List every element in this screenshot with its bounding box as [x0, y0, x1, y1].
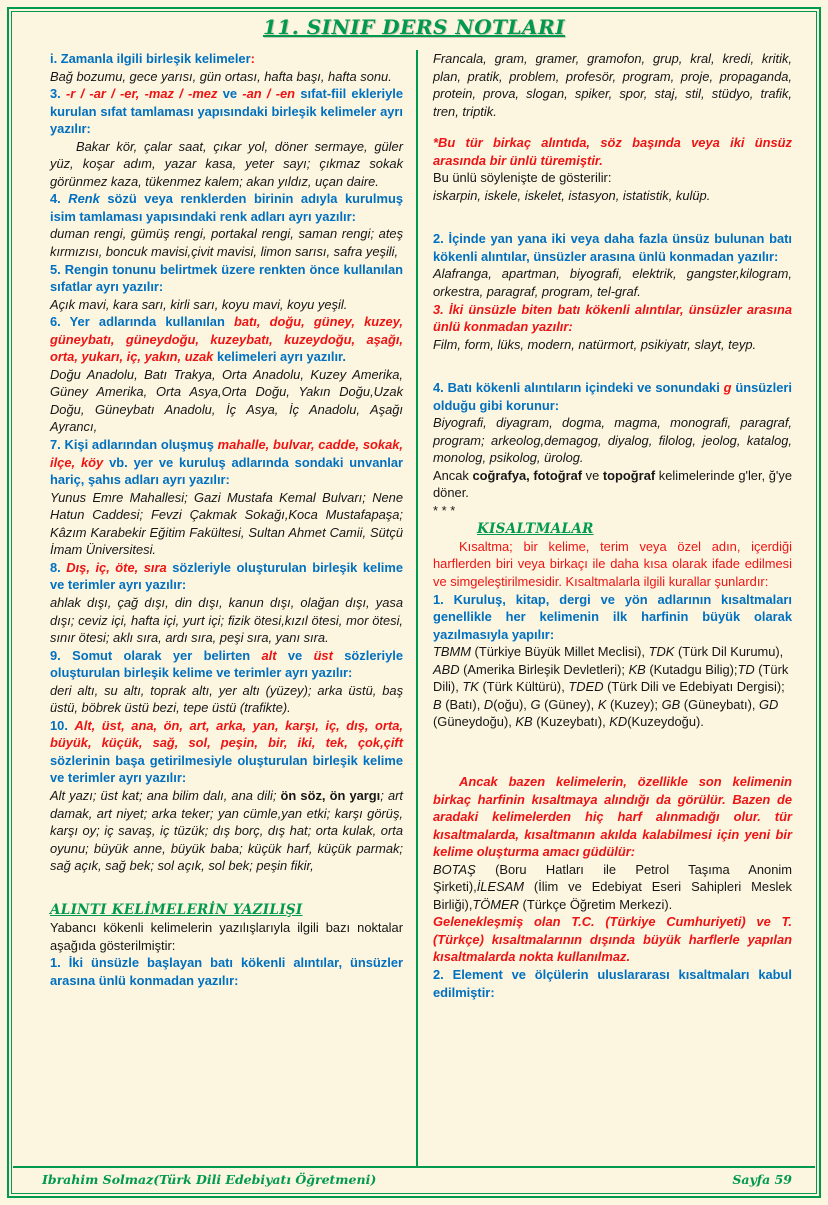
- paragraph: [50, 559, 403, 594]
- text-segment: (Kuzeydoğu).: [627, 714, 704, 730]
- text-segment: ve: [287, 647, 314, 663]
- text-segment: Francala, gram, gramer, gramofon, grup, kral, kredi, kritik, plan, pratik, problem, profesör, program, proje, propaganda, protein, prova, slogan, spiker, spor, staj, stil, stüdyo, trafik, tren, triptik.: [433, 51, 792, 119]
- text-segment: Ancak: [433, 467, 473, 483]
- text-segment: topoğraf: [602, 467, 659, 483]
- paragraph: [50, 313, 403, 366]
- paragraph: [50, 190, 403, 225]
- paragraph: [433, 336, 792, 354]
- paragraph: [433, 773, 792, 861]
- text-segment: (oğu),: [493, 696, 531, 712]
- text-segment: iskarpin, iskele, iskelet, istasyon, istatistik, kulüp.: [433, 187, 711, 203]
- text-segment: mahalle, bulvar, cadde, sokak, ilçe, köy: [50, 437, 404, 470]
- text-segment: Alt yazı; üst kat; ana bilim dalı, ana dili;: [50, 787, 281, 803]
- text-segment: 3. İki ünsüzle biten batı kökenli alıntılar, ünsüzler arasına ünlü konmadan yazılır:: [433, 301, 792, 335]
- paragraph: [50, 138, 403, 191]
- text-segment: vb. yer ve kuruluş adlarında sondaki unvanlar hariç, şahıs adları ayrı yazılır:: [50, 454, 404, 488]
- paragraph: [433, 467, 792, 502]
- text-segment: KD: [609, 714, 628, 730]
- section-heading-alinti: [50, 901, 403, 919]
- paragraph: [433, 643, 792, 731]
- paragraph: [50, 366, 403, 436]
- text-segment: TBMM: [433, 644, 475, 660]
- text-segment: (İlim ve Edebiyat Eseri Sahipleri Meslek Birliği),: [433, 879, 792, 912]
- text-segment: TDED: [568, 679, 608, 695]
- text-segment: TK: [462, 679, 483, 695]
- text-segment: g: [723, 380, 736, 396]
- text-segment: (Türk Dili),: [433, 661, 789, 695]
- paragraph: [433, 50, 792, 120]
- paragraph: [50, 296, 403, 314]
- left-column: [38, 50, 416, 1166]
- text-segment: 8.: [50, 559, 67, 575]
- paragraph: [50, 919, 403, 954]
- text-segment: :: [250, 51, 255, 66]
- text-segment: *Bu tür birkaç alıntıda, söz başında veya iki ünsüz arasında bir ünlü türemiştir.: [433, 135, 792, 168]
- paragraph: [50, 225, 403, 260]
- text-segment: i. Zamanla ilgili birleşik kelimeler: [50, 51, 251, 66]
- text-segment: sözü veya renklerden birinin adıyla kurulmuş isim tamlaması yapısındaki renk adları ayrı yazılır:: [50, 191, 404, 224]
- text-segment: 2. İçinde yan yana iki veya daha fazla ünsüz bulunan batı kökenli alıntılar, ünsüzler arasına ünlü konmadan yazılır:: [433, 231, 792, 264]
- right-column: [418, 50, 796, 1166]
- text-segment: ve: [222, 86, 243, 102]
- text-segment: Yunus Emre Mahallesi; Gazi Mustafa Kemal Bulvarı; Nene Hatun Caddesi; Fevzi Çakmak Sokağı,Koca Mustafapaşa; Kâzım Karabekir Eğitim Fakültesi, Sultan Ahmet Camii, Sütçü İmam Üniversitesi.: [50, 489, 404, 558]
- text-segment: Dış, iç, öte, sıra: [66, 559, 173, 575]
- text-segment: Alafranga, apartman, biyografi, elektrik, gangster,kilogram, orkestra, paragraf, program, tel-graf.: [433, 266, 792, 300]
- text-segment: kelimelerinde g'ler, ğ'ye döner.: [433, 467, 792, 501]
- text-segment: (Türkiye Büyük Millet Meclisi),: [474, 644, 649, 660]
- text-segment: (Boru Hatları ile Petrol Taşıma Anonim Şirketi),: [433, 861, 793, 895]
- text-segment: 5. Rengin tonunu belirtmek üzere renkten önce kullanılan sıfatlar ayrı yazılır:: [50, 261, 404, 295]
- paragraph: [433, 187, 792, 205]
- text-segment: KB: [628, 661, 650, 677]
- text-segment: Film, form, lüks, modern, natürmort, psikiyatr, slayt, teyp.: [433, 336, 757, 352]
- text-segment: 1. Kuruluş, kitap, dergi ve yön adlarının kısaltmaları genellikle her kelimenin ilk harfinin büyük olarak yazılmasıyla yapılır:: [433, 591, 792, 642]
- text-segment: ALINTI KELİMELERİN YAZILIŞI: [50, 901, 303, 918]
- text-segment: sıfat-fiil ekleriyle kurulan sıfat tamlaması yapısındaki birleşik kelimeler ayrı yazılır:: [50, 86, 404, 137]
- paragraph: [433, 861, 792, 914]
- text-segment: (Güney),: [544, 696, 598, 712]
- paragraph: [50, 954, 403, 989]
- paragraph: [433, 134, 792, 169]
- paragraph: [50, 489, 403, 559]
- section-heading-kisaltmalar: [433, 520, 792, 538]
- paragraph: [433, 169, 792, 187]
- text-segment: KISALTMALAR: [477, 520, 594, 537]
- text-segment: (Türk Dili ve Edebiyatı Dergisi);: [607, 679, 785, 695]
- paragraph: [433, 379, 792, 414]
- paragraph: [50, 787, 403, 875]
- text-segment: alt: [261, 647, 288, 663]
- paragraph: [433, 265, 792, 300]
- text-segment: ve: [585, 467, 603, 483]
- text-segment: sözlerinin başa getirilmesiyle oluşturulan birleşik kelime ve terimler ayrı yazılır:: [50, 752, 404, 786]
- text-segment: (Amerika Birleşik Devletleri);: [463, 661, 629, 677]
- text-segment: sözleriyle oluşturulan birleşik kelime ve terimler ayrı yazılır:: [50, 647, 404, 681]
- text-segment: (Türk Dil Kurumu),: [677, 644, 784, 660]
- text-segment: TDK: [648, 644, 678, 660]
- text-segment: BOTAŞ: [433, 861, 496, 877]
- footer-page-number: Sayfa 59: [732, 1171, 792, 1187]
- text-segment: Ancak bazen kelimelerin, özellikle son kelimenin birkaç harfinin kısaltmaya alındığı da görülür. Bazen de aradaki kelimelerden hiç harf alınmadığı olur. tür kısaltmalarda, kısaltmanın akılda kalabilmesi için yeni bir kelime oluşturma amacı güdülür:: [433, 773, 792, 860]
- text-segment: (Kutadgu Bilig);: [649, 661, 738, 677]
- text-segment: TD: [737, 661, 759, 677]
- text-segment: Açık mavi, kara sarı, kirli sarı, koyu mavi, koyu yeşil.: [50, 296, 348, 312]
- text-segment: 10.: [50, 717, 75, 733]
- text-segment: GD: [759, 696, 779, 712]
- paragraph: [433, 538, 792, 591]
- text-segment: Kısaltma; bir kelime, terim veya özel adın, içerdiği harflerden biri veya birkaçı ile daha kısa olarak ifade edilmesi ve simgeleştirilmesidir. Kısaltmalarla ilgili kurallar şunlardır:: [433, 538, 792, 590]
- text-segment: 1. İki ünsüzle başlayan batı kökenli alıntılar, ünsüzler arasına ünlü konmadan yazılır:: [50, 955, 404, 988]
- text-segment: Bakar kör, çalar saat, çıkar yol, döner sermaye, güler yüz, koşar adım, yazar kasa, yeter sayı; çıkmaz sokak görünmez kaza, tükenmez kalem; akan yıldız, uçan daire.: [50, 138, 404, 189]
- text-segment: B: [433, 696, 446, 712]
- text-segment: Gelenekleşmiş olan T.C. (Türkiye Cumhuriyeti) ve T. (Türkçe) kısaltmalarının dışında büyük harflerle yapılan kısaltmalarda nokta kullanılmaz.: [433, 914, 792, 965]
- text-segment: ; art damak, art niyet; arka teker; yan cümle,yan etki; karşı görüş, karşı oy; iç savaş, iç tüzük; dış borç, dış hat; orta kulak, orta oyunu; büyük anne, büyük baba; küçük harf, küçük parmak; sağ açık, sağ bek; sol açık, sol bek; peşin fikir,: [50, 787, 404, 874]
- footer-author: Ibrahim Solmaz(Türk Dili Edebiyatı Öğretmeni): [42, 1171, 377, 1187]
- paragraph: [50, 647, 403, 682]
- text-segment: K: [597, 696, 610, 712]
- text-segment: ABD: [433, 661, 464, 677]
- text-segment: 4. Batı kökenli alıntıların içindeki ve sonundaki: [433, 380, 724, 396]
- text-segment: G: [530, 696, 545, 712]
- text-segment: coğrafya, fotoğraf: [472, 467, 586, 483]
- text-segment: TÖMER: [472, 896, 523, 912]
- text-segment: Bu ünlü söylenişte de gösterilir:: [433, 170, 612, 186]
- text-segment: Biyografi, diyagram, dogma, magma, monografi, paragraf, program; arkeolog,demagog, diyalog, filolog, jeolog, katalog, monolog, psikolog, ürolog.: [433, 415, 792, 466]
- text-segment: Renk: [68, 191, 108, 207]
- paragraph: [50, 50, 403, 68]
- paragraph: [433, 502, 792, 520]
- paragraph: [50, 436, 403, 489]
- paragraph: [433, 301, 792, 336]
- text-segment: İLESAM: [476, 879, 534, 895]
- paragraph: [50, 261, 403, 296]
- text-segment: Alt, üst, ana, ön, art, arka, yan, karşı, iç, dış, orta, büyük, küçük, sağ, sol, peşin, bir, iki, tek, çok,çift: [50, 717, 404, 751]
- page-border-outer: [7, 7, 821, 1198]
- text-segment: -an / -en: [242, 86, 301, 102]
- paragraph: [433, 913, 792, 966]
- text-segment: 3.: [50, 86, 67, 102]
- text-segment: (Güneydoğu),: [433, 714, 516, 730]
- text-segment: kelimeleri ayrı yazılır.: [216, 349, 346, 365]
- text-segment: 6. Yer adlarında kullanılan: [50, 314, 234, 330]
- text-segment: D: [483, 696, 494, 712]
- text-segment: (Güneybatı),: [683, 696, 760, 712]
- paragraph: [50, 68, 403, 86]
- text-segment: (Kuzey);: [610, 696, 662, 712]
- text-segment: Doğu Anadolu, Batı Trakya, Orta Anadolu, Kuzey Amerika, Güney Amerika, Orta Asya,Orta Doğu, Yakın Doğu,Uzak Doğu, Güneybatı Anadolu, İç Asya, İç Anadolu, Aşağı Ayrancı,: [50, 366, 404, 435]
- paragraph: [50, 717, 403, 787]
- text-segment: 7. Kişi adlarından oluşmuş: [50, 437, 218, 453]
- text-segment: üst: [313, 647, 345, 663]
- paragraph: [433, 414, 792, 467]
- text-segment: 9. Somut olarak yer belirten: [50, 647, 262, 663]
- text-segment: GB: [661, 696, 684, 712]
- paragraph: [50, 85, 403, 138]
- text-segment: Bağ bozumu, gece yarısı, gün ortası, hafta başı, hafta sonu.: [50, 68, 392, 84]
- page-footer: [12, 1168, 816, 1193]
- page-border-inner: [11, 11, 817, 1194]
- text-segment: duman rengi, gümüş rengi, portakal rengi, saman rengi; ateş kırmızısı, boncuk mavisi,çivit mavisi, limon sarısı, safra yeşili,: [50, 226, 404, 260]
- text-segment: * * *: [433, 503, 456, 519]
- text-segment: deri altı, su altı, toprak altı, yer altı (yüzey); arka üstü, baş üstü, böbrek üstü bezi, tepe üstü (trafikte).: [50, 682, 404, 716]
- text-segment: (Türk Kültürü),: [482, 679, 569, 695]
- paragraph: [433, 591, 792, 644]
- text-segment: Yabancı kökenli kelimelerin yazılışlarıyla ilgili bazı noktalar aşağıda gösterilmiştir:: [50, 920, 404, 953]
- text-segment: ön söz, ön yargı: [280, 787, 381, 803]
- two-column-content: [12, 46, 816, 1166]
- text-segment: sözleriyle oluşturulan birleşik kelime ve terimler ayrı yazılır:: [50, 559, 404, 593]
- text-segment: 4.: [50, 191, 69, 207]
- text-segment: (Kuzeybatı),: [536, 714, 610, 730]
- paragraph: [50, 682, 403, 717]
- paragraph: [50, 594, 403, 647]
- text-segment: ünsüzleri olduğu gibi korunur:: [433, 380, 792, 413]
- text-segment: 2. Element ve ölçülerin uluslararası kısaltmaları kabul edilmiştir:: [433, 966, 792, 1000]
- text-segment: KB: [515, 714, 537, 730]
- page-title: 11. SINIF DERS NOTLARI: [262, 15, 566, 39]
- text-segment: (Türkçe Öğretim Merkezi).: [522, 896, 673, 912]
- paragraph: [433, 230, 792, 265]
- text-segment: batı, doğu, güney, kuzey, güneybatı, güneydoğu, kuzeybatı, kuzeydoğu, aşağı, orta, yukarı, iç, yakın, uzak: [50, 314, 404, 365]
- paragraph: [433, 966, 792, 1001]
- page-header: [12, 12, 816, 46]
- text-segment: ahlak dışı, çağ dışı, din dışı, kanun dışı, olağan dışı, yasa dışı; ceviz içi, hafta içi, yurt içi; fizik ötesi,kızıl ötesi, mor ötesi, sınır ötesi; aklı sıra, ardı sıra, peşi sıra, yanı sıra.: [50, 594, 404, 646]
- text-segment: (Batı),: [445, 696, 484, 712]
- text-segment: -r / -ar / -er, -maz / -mez: [66, 86, 223, 102]
